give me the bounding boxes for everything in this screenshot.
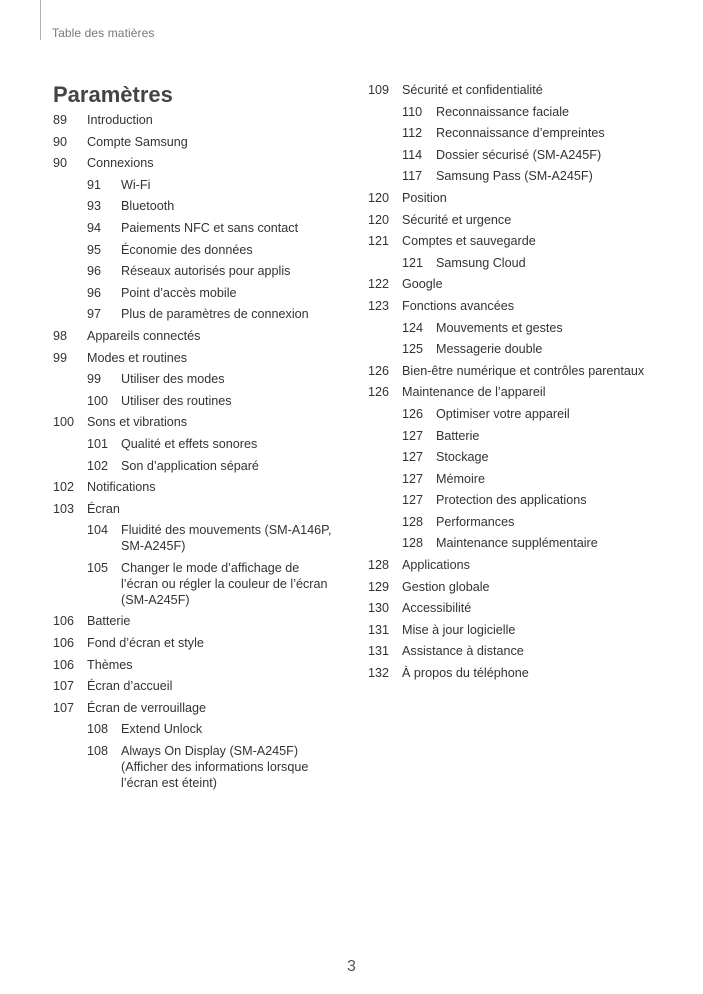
toc-entry[interactable] [53, 371, 343, 387]
toc-entry-label: Introduction [87, 113, 153, 127]
toc-entry-page: 108 [87, 722, 109, 737]
toc-entry[interactable] [53, 134, 343, 150]
toc-column-left [53, 80, 343, 797]
toc-entry-page: 126 [402, 406, 424, 421]
toc-entry-label: Stockage [436, 450, 489, 465]
toc-entry-page: 122 [368, 277, 390, 292]
toc-entry-label: Thèmes [87, 657, 133, 672]
toc-entry-page: 117 [402, 169, 423, 184]
toc-entry[interactable] [53, 414, 343, 430]
toc-entry-label: Protection des applications [436, 493, 587, 508]
toc-entry[interactable] [368, 125, 668, 141]
toc-entry[interactable] [368, 428, 668, 444]
toc-entry-page: 91 [87, 177, 102, 192]
toc-entry-page: 128 [368, 558, 390, 573]
toc-entry-label: Gestion globale [402, 579, 490, 594]
toc-entry-page: 131 [368, 644, 390, 659]
toc-entry-label: Applications [402, 558, 470, 573]
toc-entry-label: Fonctions avancées [402, 298, 515, 313]
toc-entry-page: 121 [368, 234, 390, 249]
toc-entry-label: Samsung Cloud [436, 255, 526, 270]
toc-entry-page: 103 [53, 501, 75, 516]
toc-entry-label: Économie des données [121, 242, 253, 257]
toc-entry-label: Dossier sécurisé (SM-A245F) [436, 147, 602, 162]
toc-entry[interactable] [53, 242, 343, 258]
toc-list-left [53, 112, 343, 791]
toc-entry-page: 130 [368, 601, 390, 616]
toc-entry[interactable] [368, 557, 668, 573]
toc-entry-label: Comptes et sauvegarde [402, 234, 536, 249]
toc-entry-label: Reconnaissance faciale [436, 104, 570, 119]
toc-entry[interactable] [368, 449, 668, 465]
toc-entry[interactable] [368, 622, 668, 638]
toc-entry-label: Notifications [87, 480, 156, 495]
toc-entry[interactable] [53, 220, 343, 236]
toc-entry[interactable] [53, 112, 343, 128]
toc-entry-label: Réseaux autorisés pour applis [121, 264, 291, 279]
toc-entry[interactable] [368, 406, 668, 422]
toc-entry-label: Point d’accès mobile [121, 285, 237, 300]
toc-entry[interactable] [53, 436, 343, 452]
toc-entry-label: Mouvements et gestes [436, 320, 563, 335]
toc-entry-label: Performances [436, 514, 515, 529]
toc-entry[interactable] [53, 743, 343, 791]
section-title: Paramètres [53, 82, 173, 107]
toc-entry[interactable] [368, 665, 668, 681]
toc-entry-page: 127 [402, 450, 424, 465]
toc-entry-label: Plus de paramètres de connexion [121, 307, 309, 322]
toc-entry-page: 126 [368, 385, 390, 400]
toc-list-right [368, 82, 668, 681]
toc-entry[interactable] [368, 320, 668, 336]
toc-entry[interactable] [53, 198, 343, 214]
toc-entry[interactable] [368, 514, 668, 530]
toc-entry-page: 90 [53, 156, 68, 171]
toc-entry-page: 128 [402, 536, 424, 551]
toc-entry[interactable] [368, 384, 668, 400]
running-header: Table des matières [52, 26, 155, 40]
toc-entry[interactable] [368, 298, 668, 314]
toc-entry-page: 120 [368, 190, 390, 205]
toc-entry-label: Fluidité des mouvements (SM-A146P, SM-A245F) [121, 523, 332, 554]
toc-entry[interactable] [368, 168, 668, 184]
header-divider [40, 0, 41, 40]
toc-entry[interactable] [368, 276, 668, 292]
toc-entry-label: Messagerie double [436, 342, 543, 357]
toc-entry-label: Maintenance de l’appareil [402, 385, 546, 400]
toc-entry-page: 120 [368, 212, 390, 227]
toc-entry[interactable] [53, 678, 343, 694]
toc-entry-label: Paiements NFC et sans contact [121, 220, 299, 235]
toc-entry[interactable] [368, 104, 668, 120]
toc-entry-label: Batterie [87, 614, 131, 629]
toc-entry[interactable] [53, 155, 343, 171]
toc-entry[interactable] [368, 190, 668, 206]
toc-entry-label: Modes et routines [87, 350, 188, 365]
toc-entry-page: 101 [87, 436, 109, 451]
toc-entry-page: 110 [402, 104, 423, 119]
toc-entry-label: Maintenance supplémentaire [436, 536, 598, 551]
toc-entry-page: 121 [402, 255, 424, 270]
toc-entry-label: Extend Unlock [121, 722, 203, 737]
toc-entry-label: Position [402, 190, 447, 205]
toc-column-right [368, 80, 668, 687]
toc-entry-label: Mémoire [436, 471, 485, 486]
toc-entry[interactable] [368, 212, 668, 228]
toc-entry-page: 132 [368, 666, 390, 681]
toc-entry-page: 90 [53, 134, 68, 149]
toc-entry-label: Sécurité et confidentialité [402, 83, 543, 97]
toc-entry-page: 100 [87, 393, 109, 408]
toc-entry[interactable] [368, 643, 668, 659]
toc-entry[interactable] [368, 471, 668, 487]
toc-entry-page: 94 [87, 220, 102, 235]
toc-entry-page: 106 [53, 614, 75, 629]
toc-entry[interactable] [53, 285, 343, 301]
toc-entry-label: Utiliser des routines [121, 393, 232, 408]
toc-entry[interactable] [53, 350, 343, 366]
toc-entry-label: Connexions [87, 156, 154, 171]
toc-entry[interactable] [368, 233, 668, 249]
toc-entry-page: 108 [87, 744, 109, 759]
toc-entry-label: Bien-être numérique et contrôles parentaux [402, 363, 645, 378]
toc-entry[interactable] [368, 147, 668, 163]
toc-entry-page: 114 [402, 147, 423, 162]
toc-entry-label: Bluetooth [121, 199, 175, 214]
toc-entry-page: 129 [368, 579, 390, 594]
toc-entry-page: 131 [368, 622, 390, 637]
toc-entry[interactable] [368, 363, 668, 379]
toc-entry-label: Batterie [436, 428, 480, 443]
toc-entry-page: 96 [87, 264, 102, 279]
toc-entry-label: Optimiser votre appareil [436, 406, 570, 421]
toc-entry-page: 106 [53, 636, 75, 651]
toc-entry-page: 105 [87, 560, 109, 575]
toc-entry-label: Qualité et effets sonores [121, 436, 258, 451]
toc-entry[interactable] [53, 560, 343, 608]
toc-entry-label: Mise à jour logicielle [402, 622, 516, 637]
toc-entry-page: 89 [53, 113, 68, 127]
toc-entry[interactable] [368, 492, 668, 508]
toc-entry-label: Écran [87, 501, 120, 516]
toc-entry[interactable] [53, 613, 343, 629]
toc-entry[interactable] [368, 82, 668, 98]
toc-entry-page: 107 [53, 679, 75, 694]
toc-entry[interactable] [53, 635, 343, 651]
toc-entry-page: 93 [87, 199, 102, 214]
toc-entry[interactable] [53, 328, 343, 344]
toc-entry-label: Reconnaissance d’empreintes [436, 126, 605, 141]
toc-entry-label: Wi-Fi [121, 177, 151, 192]
toc-entry[interactable] [53, 306, 343, 322]
toc-entry-label: Google [402, 277, 443, 292]
toc-entry[interactable] [53, 263, 343, 279]
toc-entry[interactable] [53, 721, 343, 737]
toc-entry-page: 97 [87, 307, 102, 322]
page-number: 3 [347, 958, 356, 975]
toc-entry-label: Accessibilité [402, 601, 472, 616]
toc-entry-page: 99 [87, 372, 102, 387]
toc-entry-label: Changer le mode d’affichage de l’écran ou régler la couleur de l’écran (SM-A245F) [121, 560, 328, 607]
toc-entry-page: 95 [87, 242, 102, 257]
toc-entry[interactable] [53, 393, 343, 409]
toc-entry-label: Compte Samsung [87, 134, 188, 149]
toc-entry-page: 100 [53, 415, 75, 430]
toc-entry-label: Samsung Pass (SM-A245F) [436, 169, 593, 184]
toc-entry[interactable] [53, 458, 343, 474]
toc-entry-page: 112 [402, 126, 423, 141]
toc-entry-label: Écran de verrouillage [87, 700, 207, 715]
toc-entry-page: 98 [53, 328, 68, 343]
toc-entry-page: 124 [402, 320, 424, 335]
toc-entry-page: 126 [368, 363, 390, 378]
toc-entry-page: 99 [53, 350, 68, 365]
toc-entry[interactable] [53, 657, 343, 673]
toc-entry-page: 127 [402, 428, 424, 443]
toc-entry-page: 104 [87, 523, 109, 538]
toc-entry[interactable] [368, 600, 668, 616]
toc-entry-page: 107 [53, 700, 75, 715]
toc-entry[interactable] [53, 501, 343, 517]
toc-entry-label: Fond d’écran et style [87, 636, 204, 651]
toc-entry[interactable] [53, 700, 343, 716]
toc-entry-page: 125 [402, 342, 424, 357]
toc-entry-page: 123 [368, 298, 390, 313]
toc-entry-page: 127 [402, 493, 424, 508]
toc-entry-page: 96 [87, 285, 102, 300]
toc-entry-page: 128 [402, 514, 424, 529]
toc-entry-label: Always On Display (SM-A245F) (Afficher des informations lorsque l’écran est éteint) [121, 744, 309, 791]
toc-entry[interactable] [53, 522, 343, 554]
toc-entry-page: 106 [53, 657, 75, 672]
toc-entry-label: Sons et vibrations [87, 415, 188, 430]
toc-entry[interactable] [368, 341, 668, 357]
toc-entry[interactable] [368, 255, 668, 271]
toc-entry-label: Écran d’accueil [87, 679, 173, 694]
toc-entry[interactable] [368, 535, 668, 551]
toc-entry-page: 102 [87, 458, 109, 473]
toc-entry[interactable] [53, 177, 343, 193]
toc-entry-label: Utiliser des modes [121, 372, 225, 387]
toc-entry-label: Assistance à distance [402, 644, 524, 659]
toc-entry-label: Appareils connectés [87, 328, 201, 343]
toc-entry-page: 127 [402, 471, 424, 486]
toc-entry-label: Sécurité et urgence [402, 212, 512, 227]
toc-entry-label: À propos du téléphone [402, 666, 529, 681]
toc-entry[interactable] [53, 479, 343, 495]
toc-entry-page: 109 [368, 83, 390, 97]
toc-entry-page: 102 [53, 480, 75, 495]
toc-entry[interactable] [368, 579, 668, 595]
toc-entry-label: Son d’application séparé [121, 458, 259, 473]
